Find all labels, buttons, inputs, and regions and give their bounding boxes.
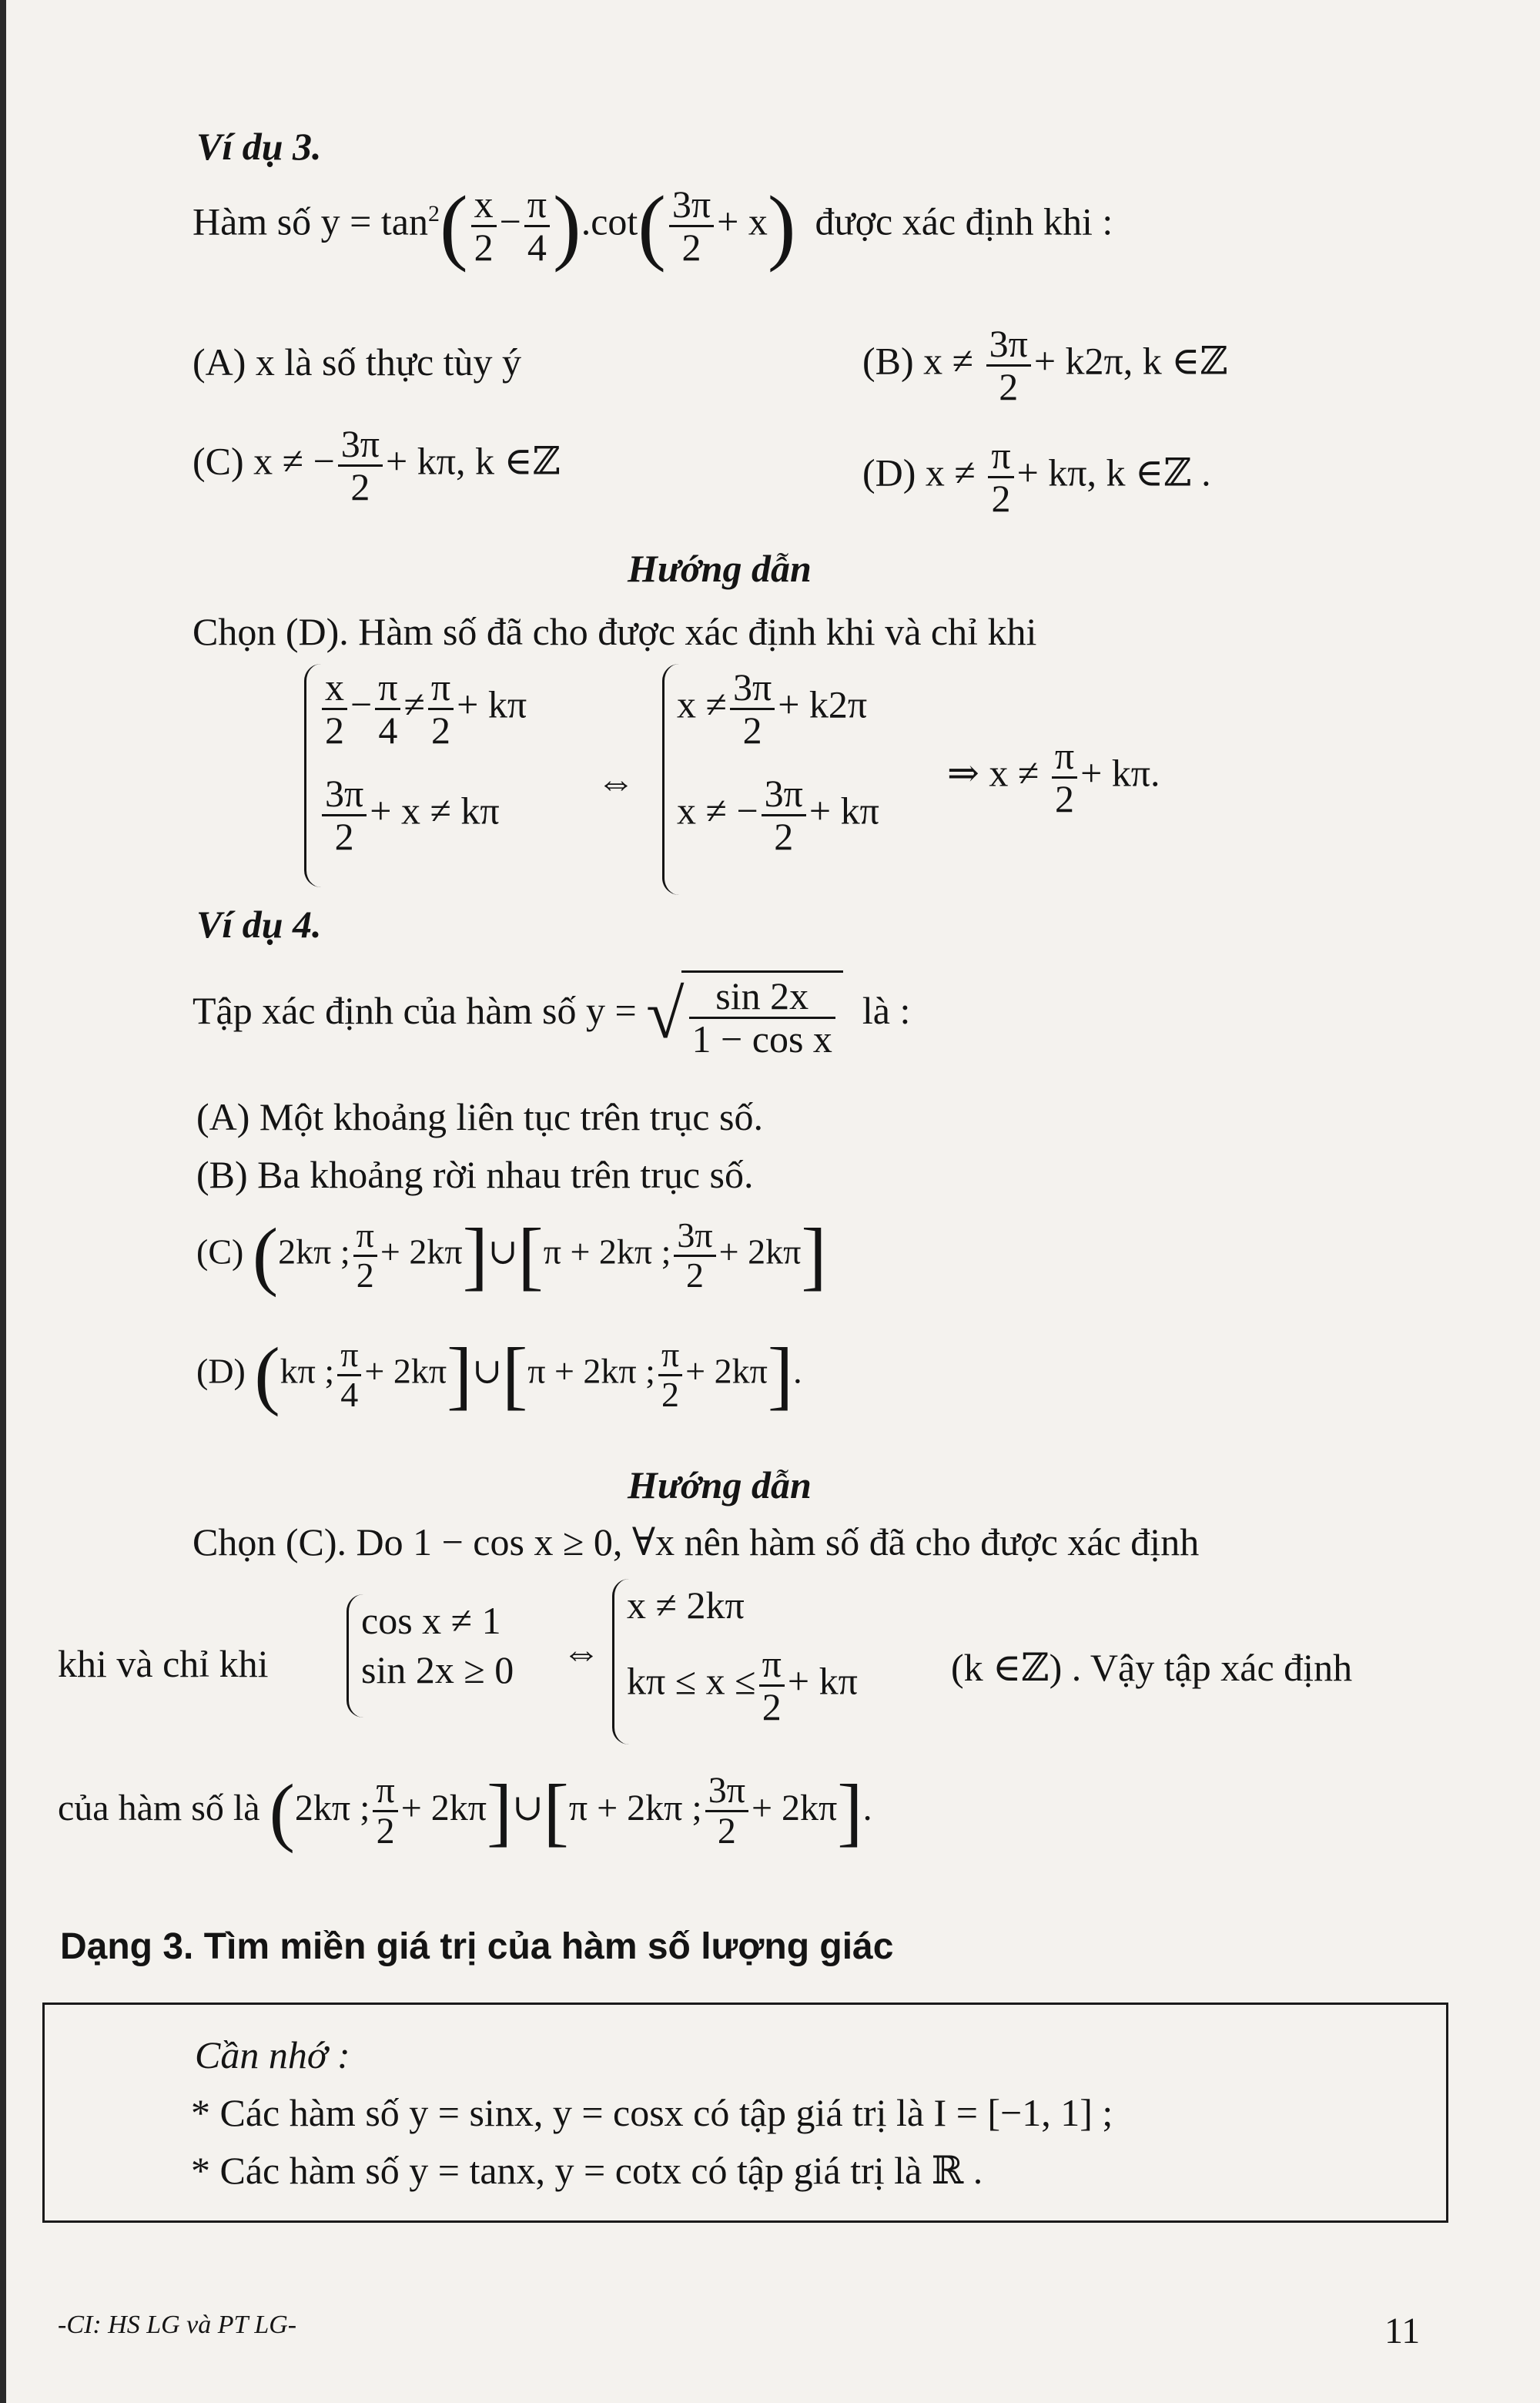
- frac-num: π: [988, 435, 1013, 478]
- example-4-title: Ví dụ 4.: [196, 903, 322, 946]
- paren-open: (: [254, 1332, 280, 1417]
- reminder-box: [42, 2002, 1448, 2223]
- condition-x-neq: x ≠ 2kπ: [627, 1584, 745, 1627]
- implies: ⇒ x ≠: [947, 751, 1040, 795]
- equivalence-arrow: ⇔: [562, 1630, 601, 1674]
- option-b: (B) Ba khoảng rời nhau trên trục số.: [196, 1153, 754, 1196]
- frac-num: π: [337, 1336, 361, 1376]
- end-dot: .: [793, 1351, 802, 1391]
- condition-sin: sin 2x ≥ 0: [361, 1648, 514, 1691]
- frac-num: π: [375, 667, 400, 710]
- frac-den: 2: [356, 1255, 374, 1295]
- frac-den: 2: [334, 814, 354, 858]
- condition-range: kπ ≤ x ≤: [627, 1659, 756, 1703]
- section-heading: Dạng 3. Tìm miền giá trị của hàm số lượng giác: [60, 1926, 894, 1967]
- option-b: [862, 323, 1228, 407]
- interval-start: kπ ;: [280, 1351, 335, 1391]
- option-d-tail: + kπ, k ∈ℤ .: [1016, 451, 1211, 494]
- plus-x: + x: [717, 199, 768, 243]
- interval-start: π + 2kπ ;: [527, 1351, 655, 1391]
- paren-close: ): [553, 179, 581, 273]
- option-c: [196, 1212, 827, 1298]
- sys-tail: + kπ: [457, 682, 527, 726]
- condition-system-1: $\frac{x}{2}$ − $\frac{\pi}{4}$ ≠ $\frac{\pi}{2}$ + kπ $\frac{3\pi}{2}$ + x ≠ kπ: [304, 664, 527, 887]
- option-d-label: (D) x ≠: [862, 451, 976, 494]
- page-number: 11: [1384, 2311, 1421, 2351]
- frac-num: 3π: [986, 323, 1031, 367]
- frac-num: 3π: [338, 424, 383, 467]
- sys2-b-head: x ≠ −: [677, 789, 758, 833]
- interval-end: + 2kπ: [380, 1232, 463, 1272]
- option-d: [862, 435, 1211, 518]
- example-4-stem: [192, 970, 910, 1059]
- bracket-open: [: [543, 1768, 569, 1854]
- frac-den: 2: [742, 708, 762, 752]
- paren-open: (: [439, 179, 468, 273]
- sqrt-radicand: [681, 970, 843, 1059]
- interval-end: + 2kπ: [364, 1351, 447, 1391]
- interval-start: π + 2kπ ;: [568, 1787, 702, 1828]
- bracket-open: [: [501, 1332, 528, 1417]
- example-3-title: Ví dụ 3.: [196, 125, 322, 168]
- option-c-tail: + kπ, k ∈ℤ: [386, 439, 561, 483]
- union-symbol: ∪: [512, 1787, 544, 1828]
- example-3-stem: Hàm số $y = \tan^2$( $\frac{x}{2}$ − $\frac{\pi}{4}$ ).cot( $\frac{3\pi}{2}$ + x) được xác định khi :: [192, 179, 1113, 273]
- sys2-a-tail: + k2π: [778, 682, 868, 726]
- bracket-close: ]: [801, 1212, 827, 1298]
- frac-den: 2: [661, 1374, 680, 1414]
- bracket-close: ]: [462, 1212, 488, 1298]
- interval-end: + 2kπ: [400, 1787, 487, 1828]
- frac-num: x: [471, 184, 497, 227]
- guide-heading: Hướng dẫn: [628, 547, 812, 590]
- condition-system-2: x ≠ 2kπ kπ ≤ x ≤ $\frac{\pi}{2}$ + kπ: [612, 1579, 858, 1744]
- bracket-close: ]: [447, 1332, 473, 1417]
- option-b-tail: + k2π, k ∈ℤ: [1033, 339, 1228, 383]
- frac-num: 3π: [705, 1771, 748, 1812]
- frac-num: π: [524, 184, 550, 227]
- option-c-label: (C) x ≠ −: [192, 439, 335, 483]
- sys2-b-tail: + kπ: [808, 789, 879, 833]
- frac-num: sin 2x: [689, 976, 835, 1019]
- frac-den: 2: [1054, 776, 1074, 820]
- frac-den: 2: [474, 225, 494, 269]
- stem-suffix: là :: [862, 988, 911, 1032]
- bracket-close: ]: [767, 1332, 794, 1417]
- guide-heading: Hướng dẫn: [628, 1463, 812, 1506]
- frac-den: 2: [431, 708, 451, 752]
- interval-start: 2kπ ;: [294, 1787, 370, 1828]
- condition-system-1: [346, 1594, 514, 1718]
- frac-den: 2: [717, 1811, 736, 1852]
- square-exp: 2: [427, 200, 440, 226]
- stem-suffix: được xác định khi :: [815, 199, 1113, 243]
- frac-num: x: [322, 667, 347, 710]
- footer-chapter: -CI: HS LG và PT LG-: [58, 2311, 297, 2339]
- interval-end: + 2kπ: [685, 1351, 768, 1391]
- sys-b: + x ≠ kπ: [370, 789, 500, 833]
- frac-den: 2: [762, 1684, 782, 1728]
- frac-num: π: [373, 1771, 397, 1812]
- frac-den: 2: [686, 1255, 705, 1295]
- paren-open: (: [638, 179, 666, 273]
- frac-num: π: [658, 1336, 682, 1376]
- frac-den: 2: [681, 225, 701, 269]
- of-label: của hàm số là: [58, 1787, 260, 1828]
- paren-open: (: [269, 1768, 295, 1854]
- page-binding-edge: [0, 0, 6, 2403]
- frac-den: 4: [378, 708, 398, 752]
- answer-line: Chọn (C). Do 1 − cos x ≥ 0, ∀x nên hàm số đã cho được xác định: [192, 1520, 1200, 1563]
- interval-start: π + 2kπ ;: [543, 1232, 671, 1272]
- implies-tail: + kπ.: [1080, 751, 1160, 795]
- bracket-open: [: [517, 1212, 544, 1298]
- frac-den: 2: [325, 708, 344, 752]
- answer-line: Chọn (D). Hàm số đã cho được xác định khi và chỉ khi: [192, 610, 1037, 653]
- option-c: [192, 424, 561, 507]
- bracket-close: ]: [487, 1768, 513, 1854]
- frac-den: 4: [527, 225, 547, 269]
- option-d: [196, 1332, 802, 1417]
- reminder-line-1: * Các hàm số y = sinx, y = cosx có tập giá trị là I = [−1, 1] ;: [191, 2091, 1113, 2134]
- paren-close: ): [767, 179, 796, 273]
- option-d-label: (D): [196, 1351, 246, 1391]
- interval-start: 2kπ ;: [278, 1232, 350, 1272]
- frac-num: 3π: [762, 773, 806, 816]
- final-domain: [58, 1768, 872, 1854]
- interval-end: + 2kπ: [718, 1232, 802, 1272]
- frac-num: π: [1052, 736, 1077, 779]
- condition-cos: cos x ≠ 1: [361, 1599, 501, 1642]
- frac-den: 2: [350, 464, 370, 508]
- bracket-close: ]: [837, 1768, 863, 1854]
- conclusion: [947, 736, 1160, 819]
- reminder-line-2: * Các hàm số y = tanx, y = cotx có tập giá trị là ℝ .: [191, 2149, 983, 2192]
- frac-num: π: [759, 1644, 785, 1687]
- paren-open: (: [252, 1212, 279, 1298]
- condition-system-2: [662, 664, 879, 895]
- frac-num: 3π: [730, 667, 775, 710]
- frac-den: 2: [991, 476, 1011, 520]
- sqrt-sign: √: [646, 976, 685, 1053]
- option-b-label: (B) x ≠: [862, 339, 974, 383]
- frac-den: 2: [376, 1811, 395, 1852]
- stem-fn: y = tan: [320, 199, 428, 243]
- sys2-a-head: x ≠: [677, 682, 727, 726]
- cot-label: .cot: [581, 199, 638, 243]
- frac-den: 1 − cos x: [691, 1017, 832, 1061]
- iff-label: khi và chỉ khi: [58, 1642, 269, 1685]
- interval-end: + 2kπ: [751, 1787, 838, 1828]
- k-domain-note: (k ∈ℤ) . Vậy tập xác định: [951, 1646, 1353, 1689]
- end-dot: .: [862, 1787, 872, 1828]
- frac-num: 3π: [322, 773, 367, 816]
- stem-prefix: Tập xác định của hàm số y =: [192, 988, 637, 1032]
- frac-num: π: [353, 1217, 377, 1256]
- frac-den: 4: [340, 1374, 359, 1414]
- reminder-title: Cần nhớ :: [195, 2033, 350, 2076]
- frac-num: π: [428, 667, 454, 710]
- equivalence-arrow: ⇔: [597, 760, 635, 803]
- neq: ≠: [403, 682, 425, 726]
- stem-prefix: Hàm số: [192, 199, 312, 243]
- union-symbol: ∪: [472, 1351, 502, 1391]
- option-a: (A) x là số thực tùy ý: [192, 340, 522, 384]
- frac-den: 2: [999, 364, 1019, 408]
- frac-num: 3π: [674, 1217, 715, 1256]
- frac-den: 2: [774, 814, 794, 858]
- option-a: (A) Một khoảng liên tục trên trục số.: [196, 1095, 763, 1138]
- option-c-label: (C): [196, 1232, 244, 1272]
- union-symbol: ∪: [487, 1232, 518, 1272]
- frac-num: 3π: [669, 184, 714, 227]
